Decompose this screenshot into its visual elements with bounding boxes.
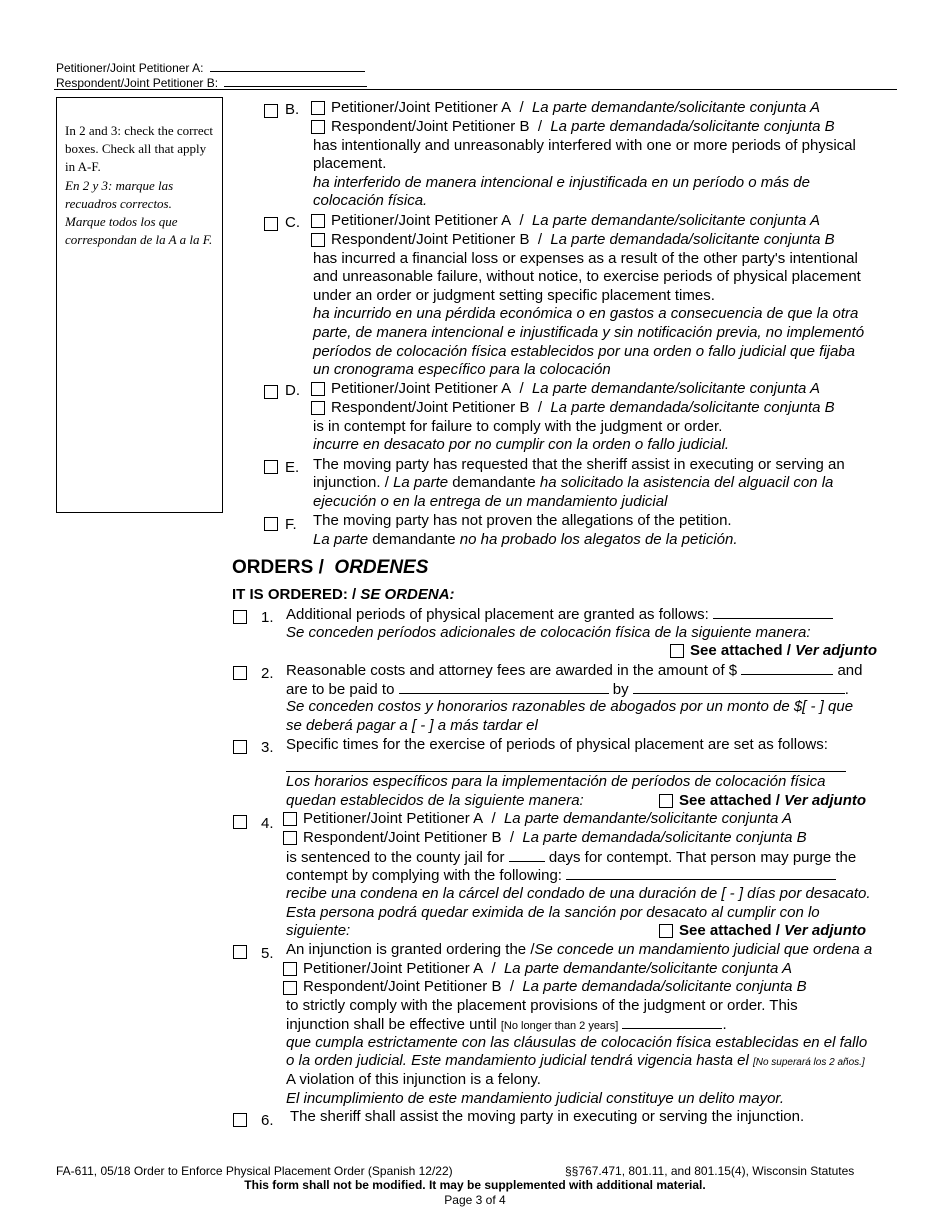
finding-c-respondent: Respondent/Joint Petitioner B / La parte demandada/solicitante conjunta B	[331, 231, 835, 248]
finding-c-text-es-3: períodos de colocación física establecidos por una orden o fallo judicial que fijaba	[313, 343, 856, 360]
footer-form-id: FA-611, 05/18 Order to Enforce Physical Placement Order (Spanish 12/22)	[56, 1164, 453, 1178]
order-1-blank[interactable]	[713, 605, 833, 619]
finding-c-petitioner-checkbox[interactable]	[311, 214, 325, 228]
order-5-text-3: injunction shall be effective until [No longer than 2 years] .	[286, 1016, 727, 1033]
order-2-text-es: Se conceden costos y honorarios razonables de abogados por un monto de $[ - ] que	[286, 698, 854, 715]
finding-e-checkbox[interactable]	[264, 460, 278, 474]
page-number: Page 3 of 4	[444, 1193, 506, 1207]
finding-d-text-es: incurre en desacato por no cumplir con la orden o fallo judicial.	[313, 436, 730, 453]
order-5-text-2: to strictly comply with the placement provisions of the judgment or order. This	[286, 997, 798, 1014]
order-4-text-es-2: Esta persona podrá quedar eximida de la sanción por desacato al cumplir con lo	[286, 904, 820, 921]
finding-c-text-es-2: parte, de manera intencional e injustificada y sin notificación previa, no implementó	[313, 324, 865, 341]
order-3-checkbox[interactable]	[233, 740, 247, 754]
order-1-see-attached-checkbox[interactable]	[670, 644, 684, 658]
finding-c-text: has incurred a financial loss or expenses as a result of the other party's intentional	[313, 250, 858, 267]
order-6-checkbox[interactable]	[233, 1113, 247, 1127]
order-3-text-es-2: quedan establecidos de la siguiente manera:	[286, 792, 584, 809]
order-4-see-attached: See attached / Ver adjunto	[679, 922, 867, 939]
finding-b-petitioner: Petitioner/Joint Petitioner A / La parte demandante/solicitante conjunta A	[331, 99, 820, 116]
finding-b-label: B.	[285, 101, 300, 118]
instruction-box	[56, 97, 223, 513]
order-1-checkbox[interactable]	[233, 610, 247, 624]
finding-c-text-2: and unreasonable failure, without notice, to exercise periods of physical placement	[313, 268, 861, 285]
order-3-text: Specific times for the exercise of periods of physical placement are set as follows:	[286, 736, 828, 753]
order-1-see-attached: See attached / Ver adjunto	[690, 642, 878, 659]
finding-b-text-es-2: colocación física.	[313, 192, 428, 209]
order-1-text: Additional periods of physical placement are granted as follows:	[286, 605, 833, 625]
finding-c-respondent-checkbox[interactable]	[311, 233, 325, 247]
instruction-es: En 2 y 3: marque las recuadros correctos. Marque todos los que correspondan de la A a la F.	[65, 177, 213, 248]
orders-heading: ORDERS / ORDENES	[232, 557, 429, 578]
finding-e-text: The moving party has requested that the sheriff assist in executing or serving an	[313, 456, 845, 473]
order-1-number: 1.	[261, 609, 274, 626]
order-4-see-attached-checkbox[interactable]	[659, 924, 673, 938]
petitioner-name-field[interactable]	[210, 58, 365, 72]
order-3-blank-line[interactable]	[286, 771, 846, 772]
order-3-number: 3.	[261, 739, 274, 756]
finding-d-respondent-checkbox[interactable]	[311, 401, 325, 415]
order-4-text-es: recibe una condena en la cárcel del condado de una duración de [ - ] días por desacato.	[286, 885, 871, 902]
it-is-ordered: IT IS ORDERED: / SE ORDENA:	[232, 586, 455, 603]
order-3-see-attached: See attached / Ver adjunto	[679, 792, 867, 809]
finding-f-checkbox[interactable]	[264, 517, 278, 531]
order-5-text-4: A violation of this injunction is a felony.	[286, 1071, 541, 1088]
finding-b-respondent-checkbox[interactable]	[311, 120, 325, 134]
finding-b-text-es: ha interferido de manera intencional e injustificada en un período o más de	[313, 174, 810, 191]
order-4-checkbox[interactable]	[233, 815, 247, 829]
order-2-text-es-2: se deberá pagar a [ - ] a más tardar el	[286, 717, 538, 734]
finding-e-text-es: ejecución o en la entrega de un mandamiento judicial	[313, 493, 668, 510]
finding-c-label: C.	[285, 214, 300, 231]
finding-f-label: F.	[285, 516, 297, 533]
finding-c-petitioner: Petitioner/Joint Petitioner A / La parte demandante/solicitante conjunta A	[331, 212, 820, 229]
order-2-number: 2.	[261, 665, 274, 682]
finding-d-petitioner: Petitioner/Joint Petitioner A / La parte demandante/solicitante conjunta A	[331, 380, 820, 397]
paid-by-field[interactable]	[633, 680, 845, 694]
order-4-text: is sentenced to the county jail for days for contempt. That person may purge the	[286, 849, 857, 866]
order-5-text-es: que cumpla estrictamente con las cláusulas de colocación física establecidas en el fallo	[286, 1034, 868, 1051]
jail-days-field[interactable]	[509, 848, 545, 862]
order-1-text-es: Se conceden períodos adicionales de colocación física de la siguiente manera:	[286, 624, 811, 641]
instruction-en: In 2 and 3: check the correct boxes. Check all that apply in A-F.	[65, 123, 213, 175]
order-5-text: An injunction is granted ordering the /Se concede un mandamiento judicial que ordena a	[286, 941, 873, 958]
order-6-number: 6.	[261, 1112, 274, 1129]
order-4-text-2: contempt by complying with the following:	[286, 866, 836, 886]
finding-c-text-3: under an order or judgment setting specific placement times.	[313, 287, 715, 304]
order-4-text-es-3: siguiente:	[286, 922, 351, 939]
order-4-respondent-checkbox[interactable]	[283, 831, 297, 845]
order-6-text: The sheriff shall assist the moving party in executing or serving the injunction.	[290, 1108, 805, 1125]
order-5-text-es-3: El incumplimiento de este mandamiento judicial constituye un delito mayor.	[286, 1090, 785, 1107]
order-3-text-es: Los horarios específicos para la implementación de períodos de colocación física	[286, 773, 826, 790]
finding-d-checkbox[interactable]	[264, 385, 278, 399]
order-5-petitioner: Petitioner/Joint Petitioner A / La parte demandante/solicitante conjunta A	[303, 960, 792, 977]
purge-conditions-field[interactable]	[566, 866, 836, 880]
finding-f-text: The moving party has not proven the allegations of the petition.	[313, 512, 732, 529]
finding-e-text-2: injunction. / La parte demandante ha solicitado la asistencia del alguacil con la	[313, 474, 834, 491]
respondent-header: Respondent/Joint Petitioner B:	[56, 73, 367, 90]
respondent-name-field[interactable]	[224, 73, 367, 87]
finding-b-text: has intentionally and unreasonably interfered with one or more periods of physical	[313, 137, 856, 154]
order-5-respondent: Respondent/Joint Petitioner B / La parte demandada/solicitante conjunta B	[303, 978, 807, 995]
paid-to-field[interactable]	[399, 680, 609, 694]
finding-d-text: is in contempt for failure to comply with the judgment or order.	[313, 418, 723, 435]
finding-c-text-es: ha incurrido en una pérdida económica o en gastos a consecuencia de que la otra	[313, 305, 859, 322]
header-divider	[54, 89, 897, 90]
order-2-text: Reasonable costs and attorney fees are awarded in the amount of $ and	[286, 662, 863, 679]
order-5-text-es-2: o la orden judicial. Este mandamiento judicial tendrá vigencia hasta el [No superará los 2 años.]	[286, 1052, 865, 1069]
finding-d-label: D.	[285, 382, 300, 399]
footer-statutes: §§767.471, 801.11, and 801.15(4), Wisconsin Statutes	[565, 1164, 855, 1178]
finding-f-text-es: La parte demandante no ha probado los alegatos de la petición.	[313, 531, 738, 548]
petitioner-header: Petitioner/Joint Petitioner A:	[56, 58, 365, 75]
order-2-checkbox[interactable]	[233, 666, 247, 680]
finding-d-petitioner-checkbox[interactable]	[311, 382, 325, 396]
order-5-number: 5.	[261, 945, 274, 962]
finding-c-text-es-4: un cronograma específico para la colocación	[313, 361, 611, 378]
finding-d-respondent: Respondent/Joint Petitioner B / La parte demandada/solicitante conjunta B	[331, 399, 835, 416]
order-5-checkbox[interactable]	[233, 945, 247, 959]
injunction-end-date-field[interactable]	[622, 1015, 722, 1029]
order-3-see-attached-checkbox[interactable]	[659, 794, 673, 808]
amount-field[interactable]	[741, 661, 833, 675]
order-4-respondent: Respondent/Joint Petitioner B / La parte demandada/solicitante conjunta B	[303, 829, 807, 846]
order-4-petitioner: Petitioner/Joint Petitioner A / La parte demandante/solicitante conjunta A	[303, 810, 792, 827]
finding-b-text-2: placement.	[313, 155, 387, 172]
order-4-petitioner-checkbox[interactable]	[283, 812, 297, 826]
footer-notice: This form shall not be modified. It may be supplemented with additional material.	[244, 1178, 706, 1192]
finding-b-respondent: Respondent/Joint Petitioner B / La parte demandada/solicitante conjunta B	[331, 118, 835, 135]
order-2-text-2: are to be paid to by .	[286, 681, 849, 698]
finding-e-label: E.	[285, 459, 300, 476]
finding-c-checkbox[interactable]	[264, 217, 278, 231]
finding-b-petitioner-checkbox[interactable]	[311, 101, 325, 115]
finding-b-checkbox[interactable]	[264, 104, 278, 118]
order-5-petitioner-checkbox[interactable]	[283, 962, 297, 976]
order-4-number: 4.	[261, 815, 274, 832]
order-5-respondent-checkbox[interactable]	[283, 981, 297, 995]
